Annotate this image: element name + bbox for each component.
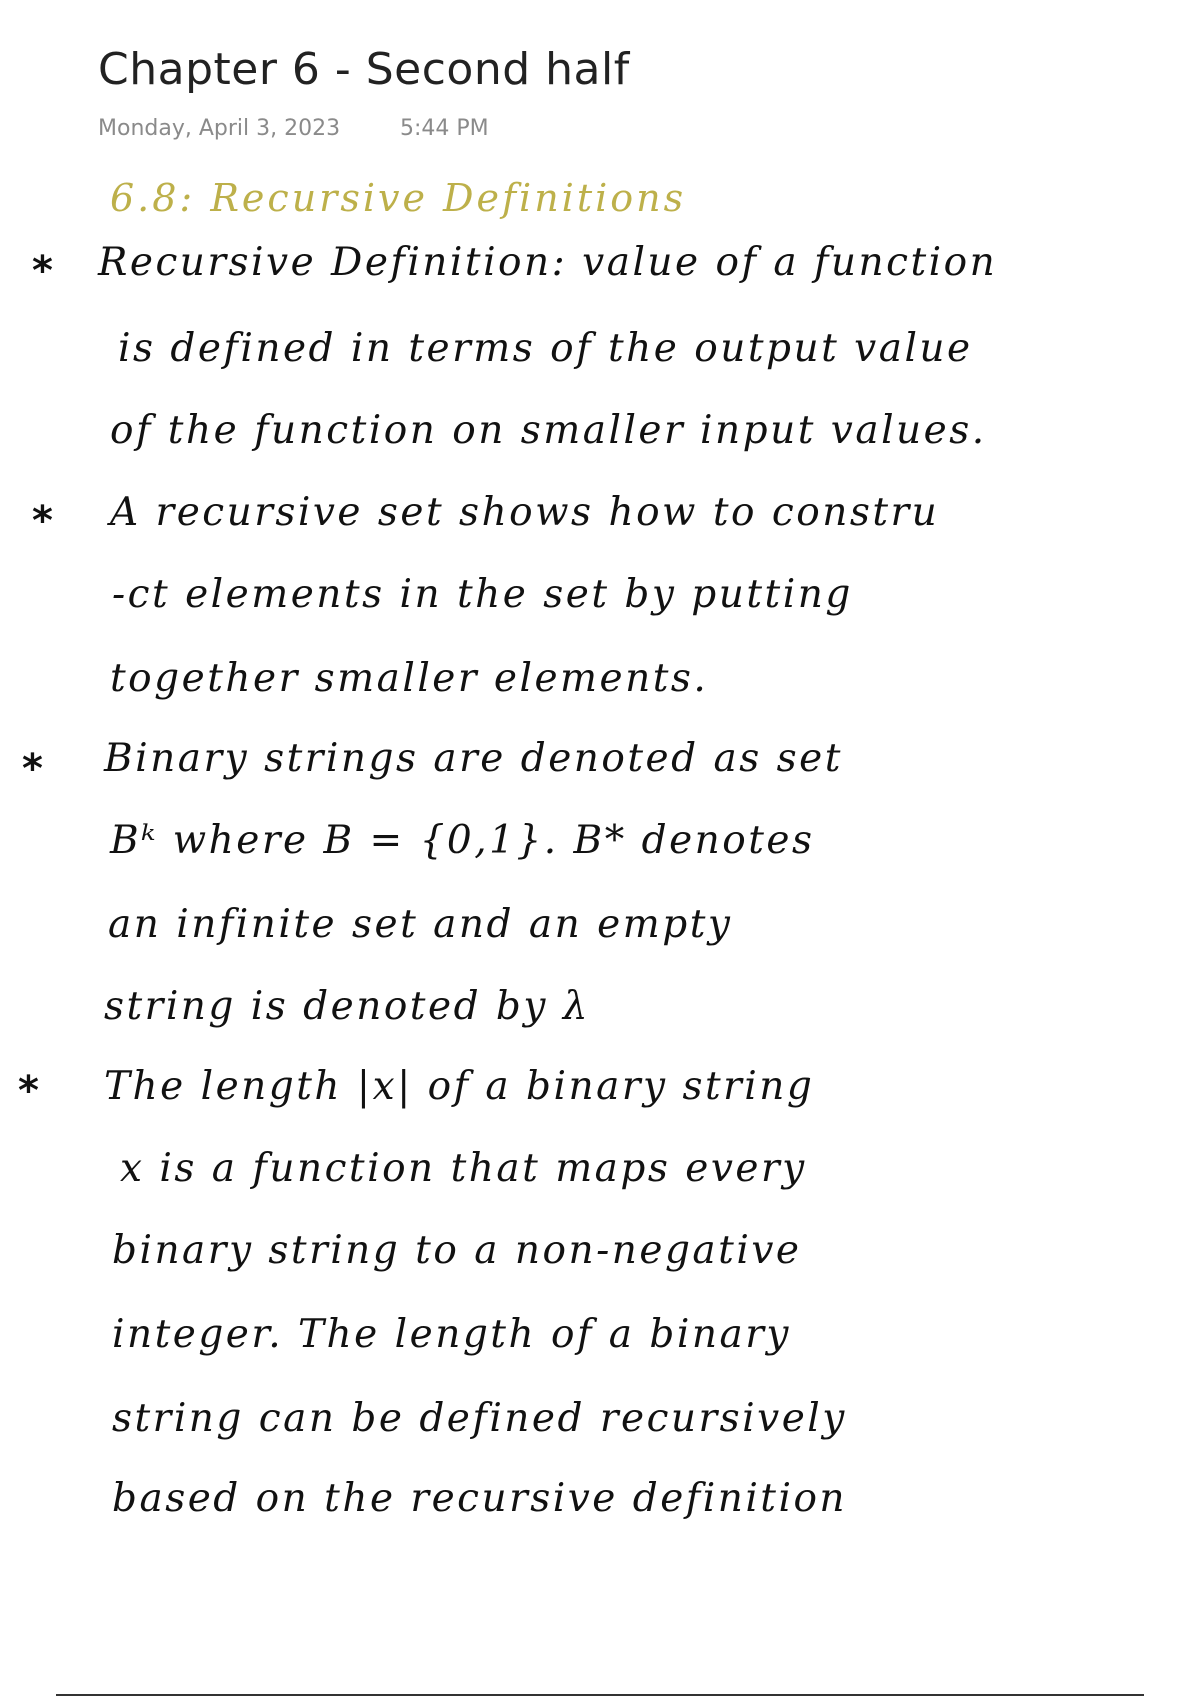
note-line: x is a function that maps every [120, 1146, 807, 1191]
note-line: The length |x| of a binary string [104, 1064, 815, 1109]
note-line: Binary strings are denoted as set [104, 736, 843, 781]
note-line: is defined in terms of the output value [118, 326, 973, 371]
note-line: of the function on smaller input values. [110, 408, 987, 453]
note-line: string is denoted by λ [104, 984, 591, 1029]
page-divider [56, 1694, 1144, 1696]
note-line: integer. The length of a binary [112, 1312, 791, 1357]
note-line: together smaller elements. [110, 656, 709, 701]
bullet-marker: * [32, 498, 53, 544]
note-line: based on the recursive definition [112, 1476, 848, 1521]
note-line: binary string to a non-negative [112, 1228, 802, 1273]
note-line: Recursive Definition: value of a function [98, 240, 998, 285]
note-line: Bᵏ where B = {0,1}. B* denotes [110, 818, 815, 863]
page-title: Chapter 6 - Second half [98, 44, 630, 95]
note-line: an infinite set and an empty [108, 902, 733, 947]
bullet-marker: * [22, 746, 43, 792]
page-time: 5:44 PM [400, 116, 489, 141]
bullet-marker: * [18, 1068, 39, 1114]
section-heading: 6.8: Recursive Definitions [110, 176, 687, 220]
note-line: A recursive set shows how to constru [110, 490, 940, 535]
note-line: -ct elements in the set by putting [112, 572, 853, 617]
note-line: string can be defined recursively [112, 1396, 847, 1441]
bullet-marker: * [32, 248, 53, 294]
page-date: Monday, April 3, 2023 [98, 116, 341, 141]
